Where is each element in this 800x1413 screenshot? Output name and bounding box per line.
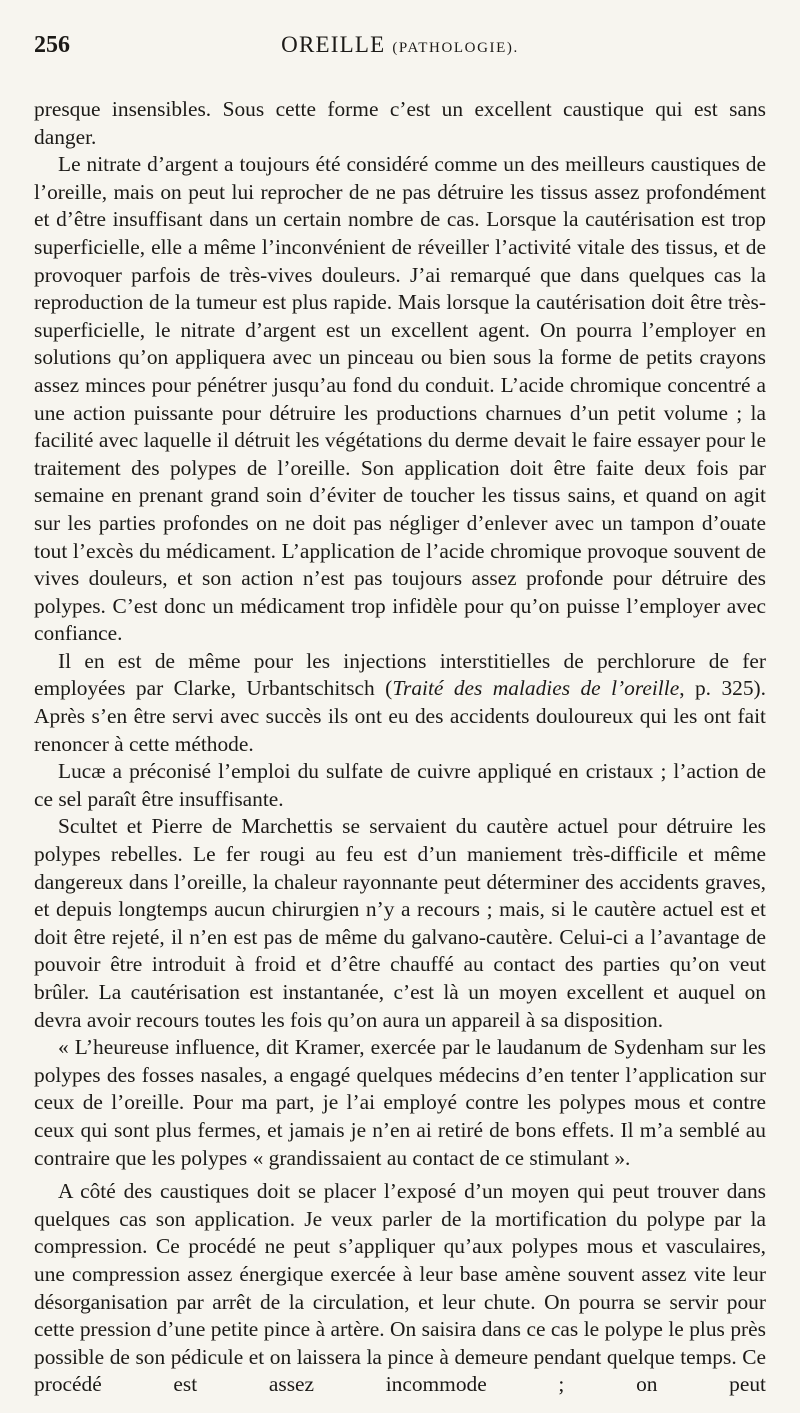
- paragraph: presque insensibles. Sous cette forme c’est un excellent caustique qui est sans danger.: [34, 97, 766, 149]
- paragraph: Scultet et Pierre de Marchettis se servaient du cautère actuel pour détruire les polypes rebelles. Le fer rougi au feu est d’un maniement très-difficile et même dangereux dans l’oreille, la chaleur rayonnante peut déterminer des accidents graves, et depuis longtemps aucun chirurgien n’y a recours ; mais, si le cautère actuel est et doit être rejeté, il n’en est pas de même du galvano-cautère. Celui-ci a l’avantage de pouvoir être introduit à froid et d’être chauffé au contact des parties qu’on veut brûler. La cautérisation est instantanée, c’est là un moyen excellent et auquel on devra avoir recours toutes les fois qu’on aura un appareil à sa disposition.: [34, 814, 766, 1032]
- paragraph: Lucæ a préconisé l’emploi du sulfate de cuivre appliqué en cristaux ; l’action de ce sel paraît être insuffisante.: [34, 759, 766, 811]
- paragraph: [34, 648, 766, 758]
- paragraph: Le nitrate d’argent a toujours été considéré comme un des meilleurs caustiques de l’oreille, mais on peut lui reprocher de ne pas détruire les tissus assez profondément et d’être insuffisant dans un certain nombre de cas. Lorsque la cautérisation est trop superficielle, elle a même l’inconvénient de réveiller l’activité vitale des tissus, et de provoquer parfois de très-vives douleurs. J’ai remarqué que dans quelques cas la reproduction de la tumeur est plus rapide. Mais lorsque la cautérisation doit être très-superficielle, le nitrate d’argent est un excellent agent. On pourra l’employer en solutions qu’on appliquera avec un pinceau ou bien sous la forme de petits crayons assez minces pour pénétrer jusqu’au fond du conduit. L’acide chromique concentré a une action puissante pour détruire les productions charnues d’un petit volume ; la facilité avec laquelle il détruit les végétations du derme devait le faire essayer pour le traitement des polypes de l’oreille. Son application doit être faite deux fois par semaine en prenant grand soin d’éviter de toucher les tissus sains, et quand on agit sur les parties profondes on ne doit pas négliger d’enlever avec un tampon d’ouate tout l’excès du médicament. L’application de l’acide chromique provoque souvent de vives douleurs, et son action n’est pas toujours assez profonde pour détruire des polypes. C’est donc un médicament trop infidèle pour qu’on puisse l’employer avec confiance.: [34, 152, 766, 646]
- running-title-sub: (PATHOLOGIE).: [392, 40, 519, 56]
- paragraph-text: , p. 325). Après s’en être servi avec succès ils ont eu des accidents douloureux qui les ont fait renoncer à cette méthode.: [34, 676, 767, 756]
- paragraph-text: Il en est de même pour les injections interstitielles de perchlorure de fer employées par Clarke, Urbantschitsch (: [34, 648, 766, 701]
- paragraph: « L’heureuse influence, dit Kramer, exercée par le laudanum de Sydenham sur les polypes des fosses nasales, a engagé quelques médecins d’en tenter l’application sur ceux de l’oreille. Pour ma part, je l’ai employé contre les polypes mous et contre ceux qui sont plus fermes, et jamais je n’en ai retiré de bons effets. Il m’a semblé au contraire que les polypes « grandissaient au contact de ce stimulant ».: [34, 1035, 766, 1170]
- running-title: [34, 32, 766, 58]
- running-header: [34, 28, 766, 64]
- page-number: 256: [34, 32, 70, 58]
- running-title-main: OREILLE: [281, 32, 386, 57]
- book-title-citation: Traité des maladies de l’oreille: [392, 676, 680, 701]
- paragraph: A côté des caustiques doit se placer l’exposé d’un moyen qui peut trouver dans quelques cas son application. Je veux parler de la mortification du polype par la compression. Ce procédé ne peut s’appliquer qu’aux polypes mous et vasculaires, une compression assez énergique exercée à leur base amène souvent assez vite leur désorganisation par arrêt de la circulation, et leur chute. On pourra se servir pour cette pression d’une petite pince à artère. On saisira dans ce cas le polype le plus près possible de son pédicule et on laissera la pince à demeure pendant quelque temps. Ce procédé est assez incommode ; on peut: [34, 1179, 766, 1397]
- body-text: [34, 96, 766, 1399]
